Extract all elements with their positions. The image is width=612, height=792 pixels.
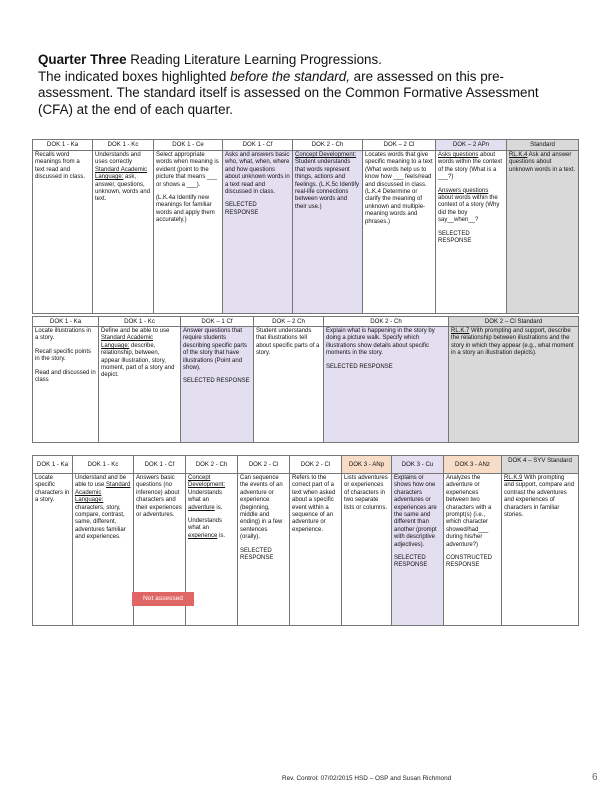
table3-header: DOK 2 - Cl xyxy=(238,456,290,474)
title-line4: (CFA) at the end of each quarter. xyxy=(38,101,234,117)
page-number: 6 xyxy=(592,772,598,783)
table2-cell: Locate illustrations in a story. Recall specific points in the story. Read and discussed in class xyxy=(33,327,99,443)
table1-header: DOK – 2 Cl xyxy=(363,140,436,151)
table2-cell: Student understands that illustrations tell about specific parts of a story. xyxy=(254,327,324,443)
table1-header: DOK 1 - Cf xyxy=(223,140,293,151)
table1-cell: Select appropriate words when meaning is evident (point to the picture that means ___ or shows a ___). (L.K.4a Identify new meanings for familiar words and apply them accurately.) xyxy=(154,151,223,314)
table1-header: DOK 1 - Ce xyxy=(154,140,223,151)
table3-cell: Understand and be able to use Standard Academic Language: characters, story, compare, contrast, same, different, adventures familiar and experiences. xyxy=(73,474,134,626)
table3-header-standard: DOK 4 – SYV Standard xyxy=(502,456,579,474)
table2-header-standard: DOK 2 – Cl Standard xyxy=(449,317,579,327)
table1-header: DOK 1 - Kc xyxy=(93,140,154,151)
table2-header: DOK – 1 Cf xyxy=(181,317,254,327)
table3-cell: Explains or shows how one characters adventures or experiences are the same and different than another (prompt with descriptive adjectives). SELECTED RESPONSE xyxy=(392,474,444,626)
table1-cell: Recalls word meanings from a text read and discussed in class. xyxy=(33,151,93,314)
table3-cell: Analyzes the adventure or experiences between two characters with a prompt(s) (i.e., which character showed/had___ during his/her adventure?) CONSTRUCTED RESPONSE xyxy=(444,474,502,626)
title-line2a: The indicated boxes highlighted xyxy=(38,68,231,84)
table3-cell: Answers basic questions (no inference) about characters and their experiences or adventures. xyxy=(134,474,186,626)
table3-header: DOK 1 - Ka xyxy=(33,456,73,474)
table1-cell: Concept Development: Student understands that words represent things, actions and feelings. (L.K.5c Identify real-life connections between words and their use.) xyxy=(293,151,363,314)
table2-header: DOK 2 - Ch xyxy=(324,317,449,327)
table2-cell: Define and be able to use Standard Academic Language: describe, relationship, between, appear illustration, story, moment, part of a story and depict. xyxy=(99,327,181,443)
progression-table-3 xyxy=(32,455,579,626)
table1-header: DOK 2 - Ch xyxy=(293,140,363,151)
table1-cell: Asks and answers basic who, what, when, where and how questions about unknown words in a text read and discussed in class. SELECTED RESPONSE xyxy=(223,151,293,314)
table3-header: DOK 2 - Cl xyxy=(290,456,342,474)
table3-header: DOK 1 - Kc xyxy=(73,456,134,474)
title-line2-italic: before the standard, xyxy=(230,68,350,84)
table1-header: DOK – 2 APn xyxy=(436,140,507,151)
table3-header: DOK 2 - Ch xyxy=(186,456,238,474)
not-assessed-badge: Not assessed xyxy=(132,592,194,606)
table3-header: DOK 3 - ANz xyxy=(444,456,502,474)
progression-table-2 xyxy=(32,316,579,443)
table3-header: DOK 3 - Cu xyxy=(392,456,444,474)
footer-revision: Rev. Control: 07/02/2015 HSD – OSP and Susan Richmond xyxy=(282,775,452,782)
title-line2b: are assessed on this pre- xyxy=(349,68,505,84)
table3-header: DOK 3 - ANp xyxy=(342,456,392,474)
table3-cell: Locate specific characters in a story. xyxy=(33,474,73,626)
table1-cell: Locates words that give specific meaning to a text (What words help us to know how ___ feels/read and discussed in class. (L.K.4 Determine or clarify the meaning of unknown and multiple-meaning words and phrases.) xyxy=(363,151,436,314)
table1-cell: Understands and uses correctly Standard Academic Language: ask, answer, questions, unknown, words and text. xyxy=(93,151,154,314)
table3-header: DOK 1 - Cf xyxy=(134,456,186,474)
title-bold: Quarter Three xyxy=(38,52,127,67)
table3-cell: Concept Development: Understands what an adventure is. Understands what an experience is. xyxy=(186,474,238,626)
table1-header: DOK 1 - Ka xyxy=(33,140,93,151)
title-line3: assessment. The standard itself is assessed on the Common Formative Assessment xyxy=(38,85,539,101)
table2-header: DOK 1 - Kc xyxy=(99,317,181,327)
table1-cell-standard: RL.K.4 Ask and answer questions about unknown words in a text. xyxy=(507,151,579,314)
table3-cell: Can sequence the events of an adventure or experience (beginning, middle and ending) in a few sentences (orally). SELECTED RESPONSE xyxy=(238,474,290,626)
table1-header-standard: Standard xyxy=(507,140,579,151)
title-line1: Reading Literature Learning Progressions. xyxy=(126,52,382,67)
table3-cell: Refers to the correct part of a text when asked about a specific event within a sequence of an adventure or experience. xyxy=(290,474,342,626)
table1-cell: Asks questions about words within the context of the story (What is a ___?) Answers questions about words within the context of a story (Why did the boy say__when__? SELECTED RESPONSE xyxy=(436,151,507,314)
page-title xyxy=(38,52,578,118)
table3-cell: Lists adventures or experiences of characters in two separate lists or columns. xyxy=(342,474,392,626)
table2-cell-standard: RL.K.7 With prompting and support, describe the relationship between illustrations and the story in which they appear (e.g., what moment in a story an illustration depicts). xyxy=(449,327,579,443)
progression-table-1 xyxy=(32,139,579,314)
table2-header: DOK – 2 Ch xyxy=(254,317,324,327)
table2-cell: Answer questions that require students describing specific parts of the story that have illustrations (Point and show). SELECTED RESPONSE xyxy=(181,327,254,443)
table3-cell-standard: RL.K.9 With prompting and support, compare and contrast the adventures and experiences of characters in familiar stories. xyxy=(502,474,579,626)
table2-cell: Explain what is happening in the story by doing a picture walk. Specify which illustrations show details about specific moments in the story. SELECTED RESPONSE xyxy=(324,327,449,443)
table2-header: DOK 1 - Ka xyxy=(33,317,99,327)
